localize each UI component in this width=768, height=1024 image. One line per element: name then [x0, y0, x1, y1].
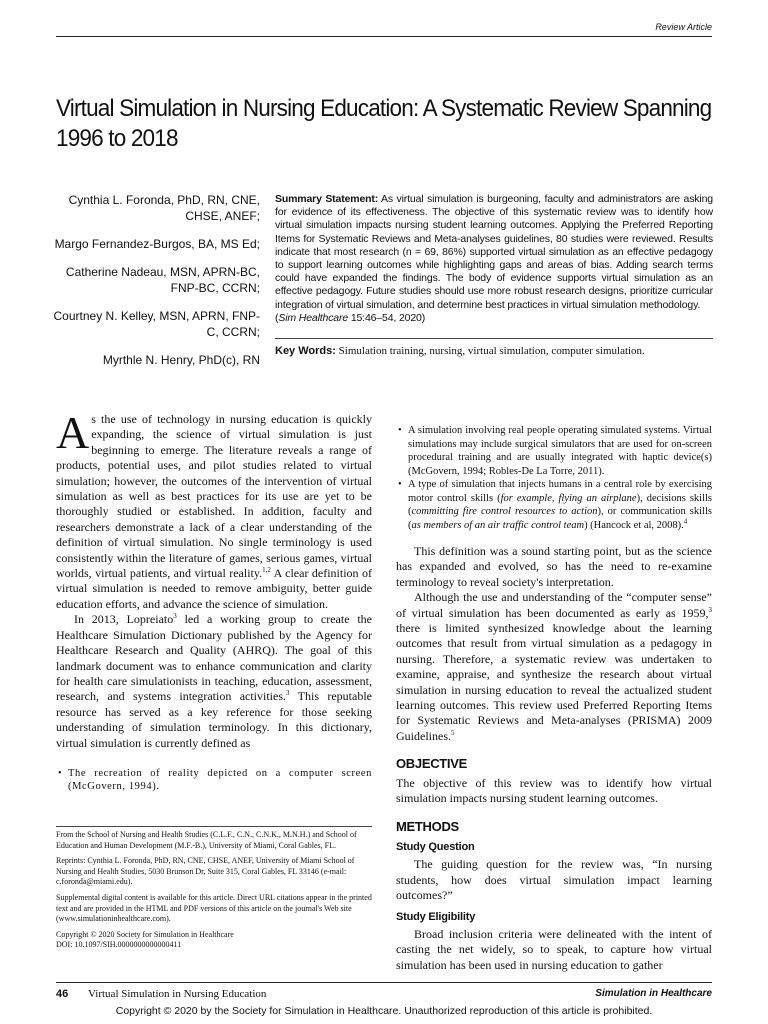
copyright-notice: Copyright © 2020 by the Society for Simulation in Healthcare. Unauthorized reproduction of this article is prohibited.: [115, 1005, 653, 1017]
text-run: there is limited synthesized knowledge about the learning outcomes that result from virtual simulation as a pedagogy in nursing. Therefore, a systematic review was undertaken to examine, appraise, and synthesize the research about virtual simulation in nursing education to reveal the actualized student learning outcomes. This review used Preferred Reporting Items for Systematic Reviews and Meta-analyses (PRISMA) 2009 Guidelines.: [396, 621, 712, 743]
text-run: This reputable resource has served as a key reference for those seeking understanding of simulation terminology. In this dictionary, virtual simulation is currently defined as: [56, 689, 372, 750]
text-run: ) (Hancock et al, 2008).: [584, 519, 684, 531]
text-run: Although the use and understanding of the “computer sense” of virtual simulation has been documented as early as 1959,: [396, 590, 712, 620]
summary-label: Summary Statement:: [275, 193, 379, 205]
citation-journal: Sim Healthcare: [278, 311, 349, 324]
keywords-label: Key Words:: [275, 345, 336, 357]
body-paragraph: [56, 612, 372, 751]
reference-marker: 5: [451, 728, 455, 737]
summary-statement: Summary Statement: As virtual simulation is burgeoning, faculty and administrators are asking for evidence of its effectiveness. The objective of this systematic review was to identify how virtual simulation impacts nursing student learning outcomes. Applying the Preferred Reporting Items for Systematic Reviews and Meta-analyses guidelines, 80 studies were reviewed. Results indicate that most research (n = 69, 86%) supported virtual simulation as an effective pedagogy to support learning outcomes while highlighting gaps and areas of bias. Adding search terms could have expanded the findings. The body of evidence supports virtual simulation as an effective pedagogy. Future studies should use more robust research designs, prioritize curricular integration of virtual simulation, and determine best practices in virtual simulation methodology. (Sim Healthcare 15:46–54, 2020): [275, 193, 713, 324]
text-run: A clear definition of virtual simulation is needed to remove ambiguity, better guide education efforts, and advance the science of simulation.: [56, 566, 372, 611]
body-column-left: [56, 407, 372, 794]
header-rule: [56, 36, 712, 37]
author: Margo Fernandez-Burgos, BA, MS Ed;: [54, 237, 260, 251]
footnote-affiliation: From the School of Nursing and Health Studies (C.L.F., C.N., C.N.K., M.N.H.) and School of Education and Human Development (M.F.-B.), University of Miami, Coral Gables, FL.: [56, 830, 357, 850]
body-paragraph: The objective of this review was to identify how virtual simulation impacts nursing student learning outcomes.: [396, 775, 712, 806]
subsection-heading-question: Study Question: [396, 840, 475, 853]
text-run: led a working group to create the Healthcare Simulation Dictionary published by the Agency for Healthcare Research and Quality (AHRQ). The goal of this landmark document was to enhance communication and clarity for health care simulationists in teaching, education, assessment, research, and systems integration activities.: [56, 612, 372, 704]
body-paragraph: This definition was a sound starting point, but as the science has expanded and evolved, so has the need to re-examine terminology to reveal society's interpretation.: [396, 544, 712, 589]
reference-marker: 4: [683, 517, 688, 525]
author: Cynthia L. Foronda, PhD, RN, CNE, CHSE, ANEF;: [68, 193, 260, 223]
body-paragraph: The guiding question for the review was, “In nursing students, how does virtual simulation impact learning outcomes?”: [396, 857, 712, 903]
reference-marker: 3: [286, 689, 290, 698]
author: Myrthle N. Henry, PhD(c), RN: [102, 353, 260, 367]
keywords-rule: [275, 338, 713, 339]
journal-name: Simulation in Healthcare: [595, 988, 712, 999]
text-run: committing fire control resources to action: [411, 506, 598, 517]
list-item: • The recreation of reality depicted on a computer screen (McGovern, 1994).: [56, 767, 372, 794]
list-item: [396, 478, 712, 532]
running-title: Virtual Simulation in Nursing Education: [88, 988, 267, 1000]
drop-cap: A: [56, 407, 90, 458]
keywords-text: Simulation training, nursing, virtual simulation, computer simulation.: [338, 345, 645, 357]
section-heading-objective: OBJECTIVE: [396, 756, 467, 772]
section-label: Review Article: [655, 22, 712, 32]
footer-rule: [56, 982, 712, 983]
subsection-heading-eligibility: Study Eligibility: [396, 910, 476, 923]
reference-marker: 3: [173, 612, 177, 621]
footnote-supplemental: Supplemental digital content is available for this article. Direct URL citations appear in the printed text and are provided in the HTML and PDF versions of this article on the journal's Web site (www.simulationinhealthcare.com).: [56, 892, 372, 924]
author: Courtney N. Kelley, MSN, APRN, FNP-C, CCRN;: [53, 309, 260, 339]
reference-marker: 3: [708, 605, 712, 614]
text-run: for example, flying an airplane: [500, 492, 637, 504]
list-item: • A simulation involving real people operating simulated systems. Virtual simulations may include surgical simulators that are used for on-screen procedural training and are usually integrated with haptic device(s) (McGovern, 1994; Robles-De La Torre, 2011).: [396, 424, 712, 478]
text-run: In 2013, Lopreiato: [74, 612, 174, 627]
definition-list: [56, 767, 372, 794]
footnotes: [56, 830, 372, 956]
text-run: ), decisions skills (: [408, 492, 713, 517]
author-list: [50, 192, 260, 380]
body-paragraph: Broad inclusion criteria were delineated with the intent of casting the net widely, so to speak, to capture how virtual simulation has been used in nursing education to gather: [396, 926, 712, 972]
citation-details: 15:46–54, 2020): [350, 311, 426, 324]
summary-text: As virtual simulation is burgeoning, faculty and administrators are asking for evidence of its effectiveness. The objective of this systematic review was to identify how virtual simulation impacts nursing student learning outcomes. Applying the Preferred Reporting Items for Systematic Reviews and Meta-analyses guidelines, 80 studies were reviewed. Results indicate that most research (n = 69, 86%) supported virtual simulation as an effective pedagogy to support learning outcomes while highlighting gaps and areas of bias. Adding search terms could have expanded the findings. The body of evidence supports virtual simulation as an effective pedagogy. Future studies should use more robust research designs, prioritize curricular integration of virtual simulation, and determine best practices in virtual simulation methodology.: [275, 193, 713, 311]
text-run: as members of an air traffic control team: [411, 519, 585, 531]
body-paragraph: [56, 407, 372, 612]
section-heading-methods: METHODS: [396, 818, 459, 834]
article-title: Virtual Simulation in Nursing Education: A Systematic Review Spanning 1996 to 2018: [56, 95, 712, 152]
body-paragraph: [396, 590, 712, 744]
author: Catherine Nadeau, MSN, APRN-BC, FNP-BC, CCRN;: [65, 265, 260, 295]
body-column-right: [396, 424, 712, 973]
page-number: 46: [56, 988, 69, 1000]
footnote-rule: [56, 826, 372, 827]
footnote-reprints: Reprints: Cynthia L. Foronda, PhD, RN, CNE, CHSE, ANEF, University of Miami School of Nursing and Health Studies, 5030 Brunson Dr, Suite 315, Coral Gables, FL 33146 (e-mail: c.foronda@miami.edu).: [56, 856, 355, 887]
text-run: s the use of technology in nursing education is quickly expanding, the science of virtual simulation is just beginning to emerge. The literature reveals a range of products, potential uses, and pilot studies related to virtual simulation; however, the outcomes of the intervention of virtual simulation as well as best practices for its use are yet to be thoroughly studied or established. In addition, faculty and researchers demonstrate a lack of a clear understanding of the definition of virtual simulation. No single terminology is used consistently within the literature of games, serious games, virtual worlds, virtual patients, and virtual reality.: [56, 412, 372, 581]
text-run: ), or communication skills (: [408, 506, 712, 531]
definition-list: [396, 424, 712, 532]
footnote-copyright: Copyright © 2020 Society for Simulation in Healthcare: [56, 929, 234, 939]
keywords: [275, 344, 713, 358]
text-run: A type of simulation that injects humans in a central role by exercising motor control skills (: [408, 479, 712, 504]
footnote-doi: DOI: 10.1097/SIH.0000000000000411: [56, 940, 182, 950]
reference-marker: 1,2: [262, 566, 271, 575]
